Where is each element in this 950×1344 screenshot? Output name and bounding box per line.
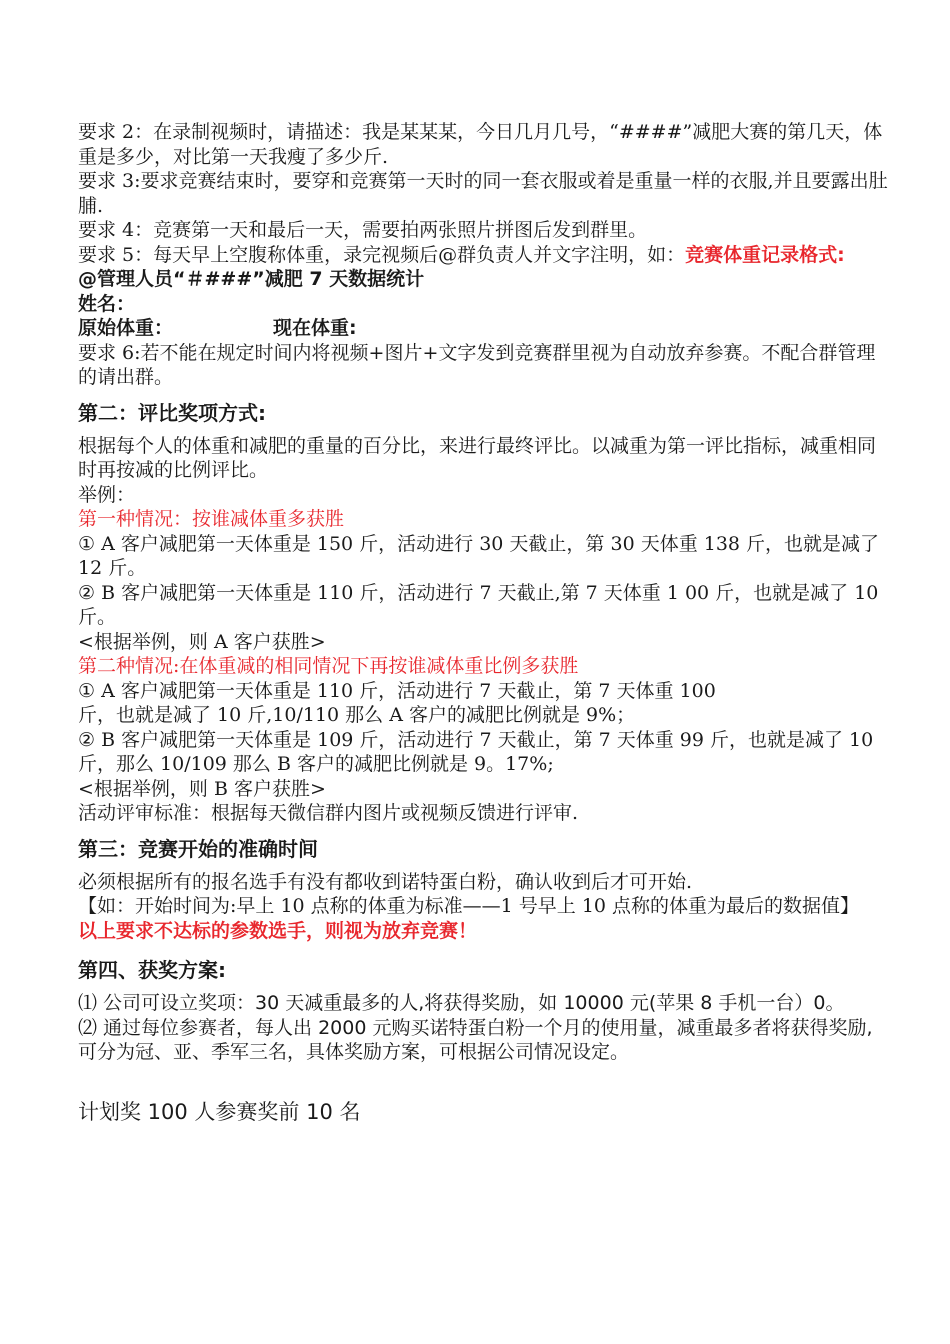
case-1-result: <根据举例，则 A 客户获胜>	[78, 630, 326, 653]
name-label: 姓名：	[78, 292, 136, 315]
case-2-customer-a-line-1: ① A 客户减肥第一天体重是 110 斤，活动进行 7 天截止，第 7 天体重 100	[78, 679, 716, 702]
case-2-customer-b: ② B 客户减肥第一天体重是 109 斤，活动进行 7 天截止，第 7 天体重 99 斤，也就是减了 10 斤，那么 10/109 那么 B 客户的减肥比例就是 9。17%;	[78, 728, 874, 775]
format-line-text: @管理人员“＃###”减肥 7 天数据统计	[78, 268, 425, 290]
requirement-6: 要求 6:若不能在规定时间内将视频+图片+文字发到竞赛群里视为自动放弃参赛。不配合群管理的请出群。	[78, 341, 876, 388]
section-2-heading: 第二：评比奖项方式:	[78, 400, 266, 425]
current-weight-label: 现在体重:	[273, 317, 357, 339]
requirement-5-highlight: 竞赛体重记录格式:	[685, 243, 845, 266]
section-4-heading: 第四、获奖方案:	[78, 958, 226, 982]
case-1-customer-b: ② B 客户减肥第一天体重是 110 斤，活动进行 7 天截止,第 7 天体重 1 00 斤，也就是减了 10 斤。	[78, 581, 879, 628]
requirement-5-text: 要求 5：每天早上空腹称体重，录完视频后@群负责人并文字注明，如：	[78, 243, 686, 266]
case-1-title: 第一种情况：按谁减体重多获胜	[78, 508, 345, 530]
original-weight-label: 原始体重：	[78, 317, 174, 339]
requirement-5	[78, 243, 890, 268]
requirement-4: 要求 4：竞赛第一天和最后一天，需要拍两张照片拼图后发到群里。	[78, 219, 648, 241]
section-2-intro: 根据每个人的体重和减肥的重量的百分比，来进行最终评比。以减重为第一评比指标，减重相同时再按减的比例评比。	[78, 434, 877, 481]
case-2-customer-a-line-2: 斤，也就是减了 10 斤,10/110 那么 A 客户的减肥比例就是 9%；	[78, 704, 636, 726]
case-2-result: <根据举例，则 B 客户获胜>	[78, 777, 326, 800]
requirement-2: 要求 2：在录制视频时，请描述：我是某某某，今日几月几号，“####”减肥大赛的第几天，体重是多少，对比第一天我瘦了多少斤.	[78, 121, 883, 168]
example-label: 举例：	[78, 483, 136, 506]
spacer	[78, 1065, 890, 1077]
award-plan: 计划奖 100 人参赛奖前 10 名	[78, 1099, 361, 1124]
format-line	[78, 267, 890, 292]
review-standard: 活动评审标准：根据每天微信群内图片或视频反馈进行评审.	[78, 802, 579, 824]
document-page	[78, 120, 890, 1147]
case-1-customer-a: ① A 客户减肥第一天体重是 150 斤，活动进行 30 天截止，第 30 天体重 138 斤，也就是减了 12 斤。	[78, 532, 880, 579]
section-3-heading: 第三：竞赛开始的准确时间	[78, 836, 318, 861]
section-3-paragraph-1: 必须根据所有的报名选手有没有都收到诺特蛋白粉，确认收到后才可开始.	[78, 870, 693, 893]
disqualification-warning: 以上要求不达标的参数选手，则视为放弃竞赛！	[78, 919, 478, 942]
weight-labels	[78, 316, 890, 341]
award-item-2: ⑵ 通过每位参赛者，每人出 2000 元购买诺特蛋白粉一个月的使用量，减重最多者将获得奖励,可分为冠、亚、季军三名，具体奖励方案，可根据公司情况设定。	[78, 1016, 873, 1063]
case-2-title: 第二种情况:在体重减的相同情况下再按谁减体重比例多获胜	[78, 655, 579, 677]
award-item-1: ⑴ 公司可设立奖项：30 天减重最多的人,将获得奖励，如 10000 元(苹果 8 手机一台）0。	[78, 992, 845, 1014]
section-3-paragraph-2: 【如：开始时间为:早上 10 点称的体重为标准——1 号早上 10 点称的体重为最后的数据值】	[78, 895, 860, 917]
requirement-3: 要求 3:要求竞赛结束时，要穿和竞赛第一天时的同一套衣服或着是重量一样的衣服,并且要露出肚脯.	[78, 170, 888, 217]
